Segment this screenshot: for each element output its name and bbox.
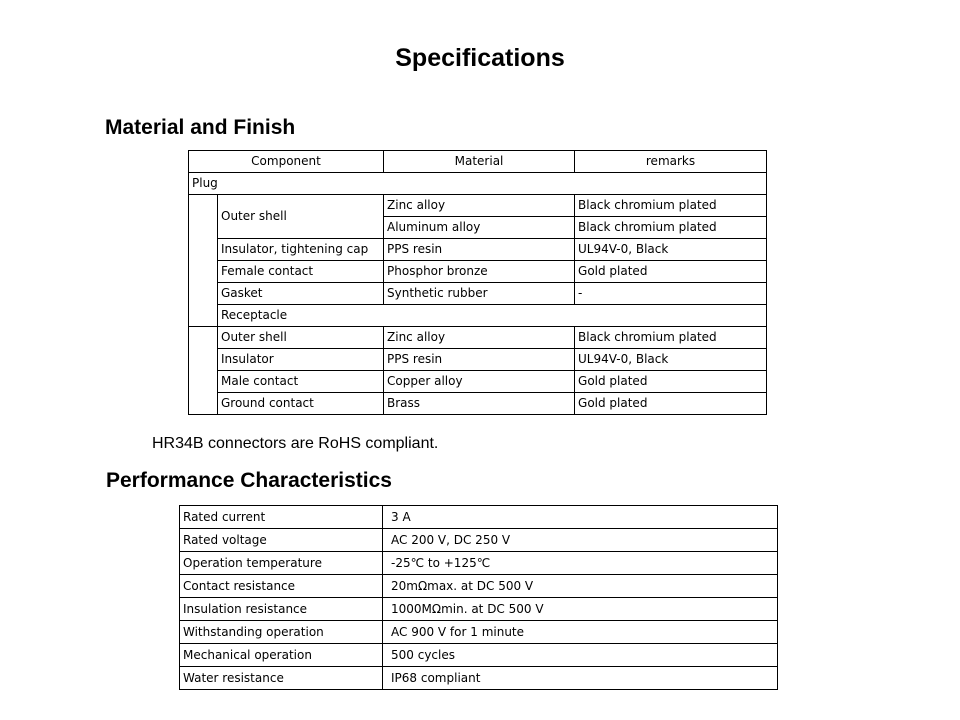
material-cell: Phosphor bronze (384, 261, 575, 283)
material-cell: Aluminum alloy (384, 217, 575, 239)
component-cell: Male contact (218, 371, 384, 393)
characteristic-label: Operation temperature (180, 552, 383, 575)
performance-heading: Performance Characteristics (106, 469, 392, 492)
table-header-row (189, 151, 767, 173)
material-cell: Brass (384, 393, 575, 415)
group-label-plug: Plug (189, 173, 767, 195)
table-row (180, 506, 778, 529)
table-row (189, 261, 767, 283)
component-cell: Insulator (218, 349, 384, 371)
group-row-receptacle (189, 305, 767, 327)
characteristic-value: 1000MΩmin. at DC 500 V (383, 598, 778, 621)
table-row (189, 327, 767, 349)
performance-table (179, 505, 778, 690)
table-row (189, 371, 767, 393)
remarks-cell: Black chromium plated (575, 195, 767, 217)
indent-cell (189, 327, 218, 415)
characteristic-value: 500 cycles (383, 644, 778, 667)
material-cell: Synthetic rubber (384, 283, 575, 305)
material-cell: Copper alloy (384, 371, 575, 393)
table-row (189, 283, 767, 305)
characteristic-label: Insulation resistance (180, 598, 383, 621)
characteristic-value: IP68 compliant (383, 667, 778, 690)
table-row (189, 239, 767, 261)
characteristic-value: AC 200 V, DC 250 V (383, 529, 778, 552)
rohs-note: HR34B connectors are RoHS compliant. (152, 435, 439, 452)
table-row (180, 529, 778, 552)
characteristic-label: Contact resistance (180, 575, 383, 598)
material-cell: Zinc alloy (384, 327, 575, 349)
header-component: Component (189, 151, 384, 173)
material-heading: Material and Finish (105, 116, 296, 139)
material-cell: PPS resin (384, 239, 575, 261)
material-cell: PPS resin (384, 349, 575, 371)
remarks-cell: Gold plated (575, 393, 767, 415)
group-label-receptacle: Receptacle (218, 305, 767, 327)
table-row (180, 598, 778, 621)
remarks-cell: UL94V-0, Black (575, 239, 767, 261)
table-row (180, 575, 778, 598)
page-title: Specifications (395, 44, 565, 72)
remarks-cell: Black chromium plated (575, 327, 767, 349)
table-row (180, 552, 778, 575)
remarks-cell: Gold plated (575, 371, 767, 393)
header-remarks: remarks (575, 151, 767, 173)
indent-cell (189, 195, 218, 327)
remarks-cell: Black chromium plated (575, 217, 767, 239)
group-row-plug (189, 173, 767, 195)
header-material: Material (384, 151, 575, 173)
table-row (180, 667, 778, 690)
characteristic-label: Rated current (180, 506, 383, 529)
remarks-cell: Gold plated (575, 261, 767, 283)
component-cell: Female contact (218, 261, 384, 283)
table-row (189, 393, 767, 415)
component-cell: Gasket (218, 283, 384, 305)
remarks-cell: - (575, 283, 767, 305)
characteristic-value: -25℃ to +125℃ (383, 552, 778, 575)
characteristic-value: 20mΩmax. at DC 500 V (383, 575, 778, 598)
remarks-cell: UL94V-0, Black (575, 349, 767, 371)
table-row (180, 621, 778, 644)
component-cell: Ground contact (218, 393, 384, 415)
component-cell: Outer shell (218, 327, 384, 349)
component-cell: Outer shell (218, 195, 384, 239)
table-row (180, 644, 778, 667)
characteristic-value: 3 A (383, 506, 778, 529)
characteristic-label: Withstanding operation (180, 621, 383, 644)
material-table (188, 150, 767, 415)
characteristic-label: Mechanical operation (180, 644, 383, 667)
component-cell: Insulator, tightening cap (218, 239, 384, 261)
table-row (189, 195, 767, 217)
material-cell: Zinc alloy (384, 195, 575, 217)
characteristic-label: Rated voltage (180, 529, 383, 552)
characteristic-value: AC 900 V for 1 minute (383, 621, 778, 644)
table-row (189, 349, 767, 371)
characteristic-label: Water resistance (180, 667, 383, 690)
